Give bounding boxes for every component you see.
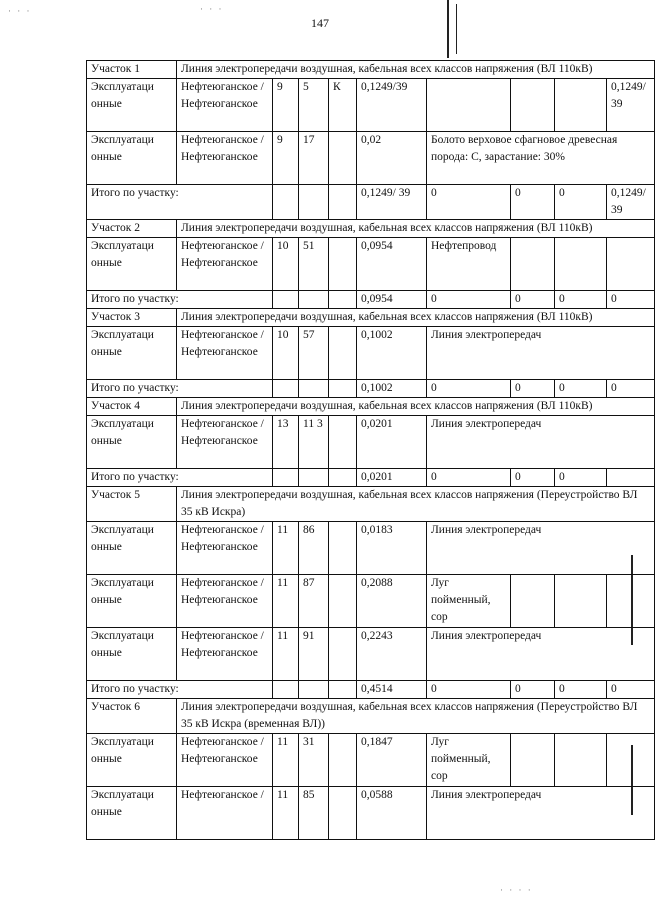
total-label: Итого по участку: xyxy=(87,380,273,398)
vydel-cell: 57 xyxy=(299,327,329,380)
quarter-cell: 11 xyxy=(273,628,299,681)
empty-cell xyxy=(329,291,357,309)
value-cell-10 xyxy=(607,238,655,291)
forestry-cell: Нефтеюганское / Нефтеюганское xyxy=(177,327,273,380)
total-value-7: 0 xyxy=(427,681,511,699)
category-cell: Эксплуатаци онные xyxy=(87,787,177,840)
vydel-cell: 17 xyxy=(299,132,329,185)
section-title: Линия электропередачи воздушная, кабельная всех классов напряжения (ВЛ 110кВ) xyxy=(177,309,655,327)
area-cell: 0,0954 xyxy=(357,238,427,291)
empty-cell xyxy=(299,681,329,699)
value-cell-9 xyxy=(555,238,607,291)
section-header-row xyxy=(87,398,655,416)
section-header-row xyxy=(87,220,655,238)
forestry-cell: Нефтеюганское / Нефтеюганское xyxy=(177,734,273,787)
area-cell: 0,2088 xyxy=(357,575,427,628)
section-title: Линия электропередачи воздушная, кабельная всех классов напряжения (Переустройство ВЛ 35 кВ Искра) xyxy=(177,487,655,522)
forestry-cell: Нефтеюганское / Нефтеюганское xyxy=(177,522,273,575)
area-cell: 0,1249/39 xyxy=(357,79,427,132)
section-label: Участок 4 xyxy=(87,398,177,416)
section-label: Участок 5 xyxy=(87,487,177,522)
vydel-cell: 11 3 xyxy=(299,416,329,469)
total-value-10: 0 xyxy=(607,681,655,699)
table-row xyxy=(87,787,655,840)
vydel-cell: 91 xyxy=(299,628,329,681)
mark-cell xyxy=(329,132,357,185)
section-total-row xyxy=(87,469,655,487)
value-cell-8 xyxy=(511,575,555,628)
total-value-8: 0 xyxy=(511,469,555,487)
quarter-cell: 10 xyxy=(273,327,299,380)
forestry-cell: Нефтеюганское / xyxy=(177,787,273,840)
total-value-10: 0 xyxy=(607,291,655,309)
value-cell-7: Луг пойменный, сор xyxy=(427,734,511,787)
total-value-9: 0 xyxy=(555,469,607,487)
vydel-cell: 87 xyxy=(299,575,329,628)
section-title: Линия электропередачи воздушная, кабельная всех классов напряжения (ВЛ 110кВ) xyxy=(177,398,655,416)
mark-cell xyxy=(329,575,357,628)
category-cell: Эксплуатаци онные xyxy=(87,327,177,380)
mark-cell: К xyxy=(329,79,357,132)
section-total-row xyxy=(87,681,655,699)
empty-cell xyxy=(329,469,357,487)
category-cell: Эксплуатаци онные xyxy=(87,79,177,132)
section-title: Линия электропередачи воздушная, кабельная всех классов напряжения (ВЛ 110кВ) xyxy=(177,220,655,238)
section-header-row xyxy=(87,61,655,79)
page-number: 147 xyxy=(311,16,329,30)
table-row xyxy=(87,327,655,380)
scan-artifact-line xyxy=(456,4,457,54)
section-header-row xyxy=(87,487,655,522)
empty-cell xyxy=(273,469,299,487)
total-value-8: 0 xyxy=(511,185,555,220)
value-cell-9 xyxy=(555,79,607,132)
section-label: Участок 1 xyxy=(87,61,177,79)
forestry-cell: Нефтеюганское / Нефтеюганское xyxy=(177,79,273,132)
empty-cell xyxy=(329,380,357,398)
note-cell: Линия электропередач xyxy=(427,327,655,380)
total-value-8: 0 xyxy=(511,681,555,699)
area-cell: 0,2243 xyxy=(357,628,427,681)
area-cell: 0,0201 xyxy=(357,416,427,469)
value-cell-10 xyxy=(607,734,655,787)
empty-cell xyxy=(299,291,329,309)
section-label: Участок 3 xyxy=(87,309,177,327)
empty-cell xyxy=(273,681,299,699)
note-cell: Линия электропередач xyxy=(427,628,655,681)
total-area: 0,0954 xyxy=(357,291,427,309)
section-label: Участок 6 xyxy=(87,699,177,734)
mark-cell xyxy=(329,734,357,787)
mark-cell xyxy=(329,238,357,291)
value-cell-10: 0,1249/ 39 xyxy=(607,79,655,132)
note-cell: Болото верховое сфагновое древесная порода: С, зарастание: 30% xyxy=(427,132,655,185)
section-header-row xyxy=(87,309,655,327)
section-title: Линия электропередачи воздушная, кабельная всех классов напряжения (Переустройство ВЛ 35 кВ Искра (временная ВЛ)) xyxy=(177,699,655,734)
value-cell-8 xyxy=(511,238,555,291)
category-cell: Эксплуатаци онные xyxy=(87,575,177,628)
quarter-cell: 11 xyxy=(273,787,299,840)
total-value-10: 0,1249/ 39 xyxy=(607,185,655,220)
section-label: Участок 2 xyxy=(87,220,177,238)
category-cell: Эксплуатаци онные xyxy=(87,416,177,469)
table-row xyxy=(87,628,655,681)
quarter-cell: 11 xyxy=(273,575,299,628)
value-cell-8 xyxy=(511,79,555,132)
area-cell: 0,0183 xyxy=(357,522,427,575)
total-area: 0,4514 xyxy=(357,681,427,699)
category-cell: Эксплуатаци онные xyxy=(87,522,177,575)
vydel-cell: 5 xyxy=(299,79,329,132)
forestry-cell: Нефтеюганское / Нефтеюганское xyxy=(177,575,273,628)
land-plot-table xyxy=(86,60,655,840)
value-cell-9 xyxy=(555,575,607,628)
forestry-cell: Нефтеюганское / Нефтеюганское xyxy=(177,416,273,469)
note-cell: Линия электропередач xyxy=(427,416,655,469)
vydel-cell: 85 xyxy=(299,787,329,840)
table-row xyxy=(87,575,655,628)
scan-artifact-dots: · · · · xyxy=(500,885,533,895)
vydel-cell: 31 xyxy=(299,734,329,787)
total-area: 0,1249/ 39 xyxy=(357,185,427,220)
section-total-row xyxy=(87,291,655,309)
value-cell-8 xyxy=(511,734,555,787)
value-cell-7: Луг пойменный, сор xyxy=(427,575,511,628)
quarter-cell: 9 xyxy=(273,79,299,132)
table-row xyxy=(87,522,655,575)
category-cell: Эксплуатаци онные xyxy=(87,238,177,291)
forestry-cell: Нефтеюганское / Нефтеюганское xyxy=(177,628,273,681)
total-value-10 xyxy=(607,469,655,487)
total-value-10: 0 xyxy=(607,380,655,398)
total-value-7: 0 xyxy=(427,469,511,487)
category-cell: Эксплуатаци онные xyxy=(87,628,177,681)
total-label: Итого по участку: xyxy=(87,469,273,487)
mark-cell xyxy=(329,628,357,681)
table-row xyxy=(87,416,655,469)
vydel-cell: 51 xyxy=(299,238,329,291)
scan-artifact-dots: · · · xyxy=(8,6,32,16)
total-value-8: 0 xyxy=(511,380,555,398)
total-value-7: 0 xyxy=(427,380,511,398)
area-cell: 0,1002 xyxy=(357,327,427,380)
category-cell: Эксплуатаци онные xyxy=(87,734,177,787)
empty-cell xyxy=(329,681,357,699)
total-label: Итого по участку: xyxy=(87,681,273,699)
area-cell: 0,02 xyxy=(357,132,427,185)
mark-cell xyxy=(329,787,357,840)
total-value-7: 0 xyxy=(427,185,511,220)
total-label: Итого по участку: xyxy=(87,185,273,220)
total-area: 0,1002 xyxy=(357,380,427,398)
value-cell-7 xyxy=(427,79,511,132)
vydel-cell: 86 xyxy=(299,522,329,575)
mark-cell xyxy=(329,522,357,575)
note-cell: Линия электропередач xyxy=(427,787,655,840)
empty-cell xyxy=(329,185,357,220)
quarter-cell: 10 xyxy=(273,238,299,291)
section-total-row xyxy=(87,185,655,220)
area-cell: 0,1847 xyxy=(357,734,427,787)
mark-cell xyxy=(329,327,357,380)
empty-cell xyxy=(273,291,299,309)
quarter-cell: 13 xyxy=(273,416,299,469)
category-cell: Эксплуатаци онные xyxy=(87,132,177,185)
quarter-cell: 11 xyxy=(273,734,299,787)
quarter-cell: 9 xyxy=(273,132,299,185)
value-cell-9 xyxy=(555,734,607,787)
quarter-cell: 11 xyxy=(273,522,299,575)
empty-cell xyxy=(299,469,329,487)
empty-cell xyxy=(273,185,299,220)
empty-cell xyxy=(299,185,329,220)
total-value-9: 0 xyxy=(555,681,607,699)
table-row xyxy=(87,238,655,291)
scan-artifact-line xyxy=(447,0,449,58)
scan-artifact-dots: · · · xyxy=(200,4,224,14)
section-title: Линия электропередачи воздушная, кабельная всех классов напряжения (ВЛ 110кВ) xyxy=(177,61,655,79)
total-label: Итого по участку: xyxy=(87,291,273,309)
total-value-9: 0 xyxy=(555,185,607,220)
total-area: 0,0201 xyxy=(357,469,427,487)
mark-cell xyxy=(329,416,357,469)
total-value-9: 0 xyxy=(555,380,607,398)
table-row xyxy=(87,132,655,185)
table-row xyxy=(87,734,655,787)
value-cell-10 xyxy=(607,575,655,628)
table-row xyxy=(87,79,655,132)
empty-cell xyxy=(273,380,299,398)
total-value-7: 0 xyxy=(427,291,511,309)
section-total-row xyxy=(87,380,655,398)
value-cell-7: Нефтепровод xyxy=(427,238,511,291)
area-cell: 0,0588 xyxy=(357,787,427,840)
section-header-row xyxy=(87,699,655,734)
total-value-9: 0 xyxy=(555,291,607,309)
empty-cell xyxy=(299,380,329,398)
note-cell: Линия электропередач xyxy=(427,522,655,575)
total-value-8: 0 xyxy=(511,291,555,309)
forestry-cell: Нефтеюганское / Нефтеюганское xyxy=(177,238,273,291)
forestry-cell: Нефтеюганское / Нефтеюганское xyxy=(177,132,273,185)
